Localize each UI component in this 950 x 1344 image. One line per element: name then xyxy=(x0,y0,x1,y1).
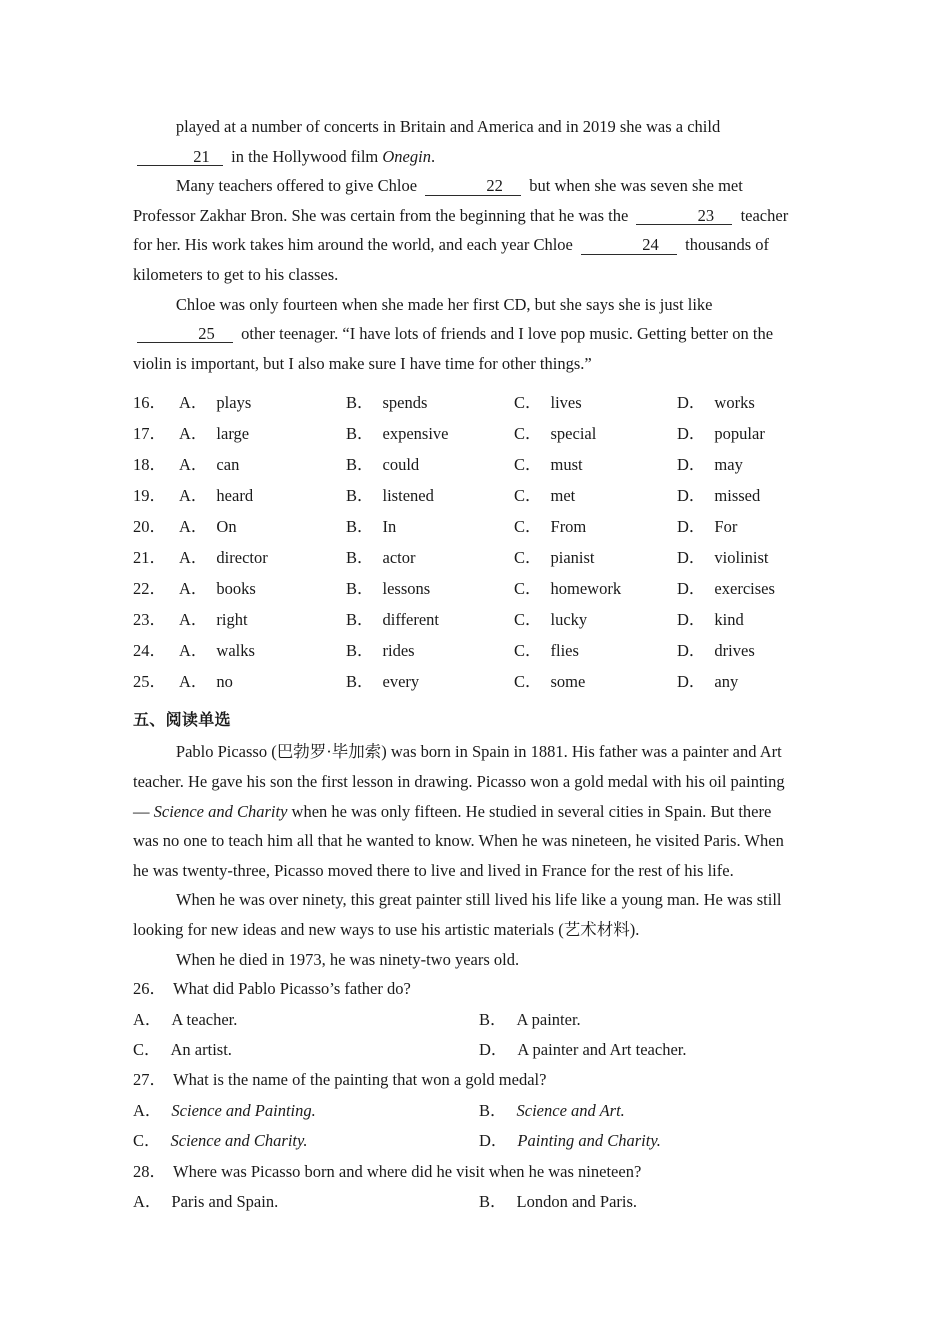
film-title: Onegin xyxy=(382,146,431,166)
option-text: walks xyxy=(216,641,255,661)
option-text: works xyxy=(714,393,755,413)
option-26-c[interactable] xyxy=(133,1035,479,1065)
option-text: Science and Art. xyxy=(516,1100,625,1120)
option-25-c[interactable] xyxy=(514,666,677,697)
option-24-a[interactable] xyxy=(179,635,346,666)
cloze-paragraph-3 xyxy=(133,290,795,379)
option-label: C． xyxy=(514,424,542,444)
cloze-p3-text-after-25: other teenager. “I have lots of friends and I love pop music. Getting better on the violin is important, but I also make sure I have time for other things.” xyxy=(133,324,774,373)
option-text: may xyxy=(714,455,743,475)
option-19-c[interactable] xyxy=(514,480,677,511)
option-text: could xyxy=(382,455,420,475)
option-text: London and Paris. xyxy=(516,1191,638,1211)
option-text: exercises xyxy=(714,579,775,599)
option-text: met xyxy=(550,486,576,506)
option-text: must xyxy=(550,455,583,475)
option-text: Paris and Spain. xyxy=(171,1191,279,1211)
reading-question-27 xyxy=(133,1065,795,1095)
option-26-b[interactable] xyxy=(479,1005,825,1035)
choice-row-20 xyxy=(133,511,795,542)
option-label: C． xyxy=(514,610,542,630)
option-text: director xyxy=(216,548,268,568)
option-text: books xyxy=(216,579,256,599)
question-number-20: 20． xyxy=(133,517,166,537)
option-label: A． xyxy=(133,1009,162,1029)
option-label: C． xyxy=(133,1131,161,1151)
option-label: A． xyxy=(179,424,208,444)
option-label: B． xyxy=(346,579,374,599)
option-label: C． xyxy=(514,548,542,568)
option-label: C． xyxy=(514,393,542,413)
cloze-p1-period: . xyxy=(430,146,436,166)
reading-options-27-row2 xyxy=(133,1126,795,1156)
choice-row-25 xyxy=(133,666,795,697)
option-text: homework xyxy=(550,579,622,599)
option-23-b[interactable] xyxy=(346,604,514,635)
reading-p1-before-title: Pablo Picasso (巴勃罗·毕加索) was born in Spain in 1881. His father was a painter and Art teacher. He gave his son the first lesson in drawing. Picasso won a gold medal with his oil painting xyxy=(133,742,785,791)
cloze-p2-text-after-24: thousands of kilometers to get to his classes. xyxy=(133,235,769,284)
cloze-paragraph-2 xyxy=(133,171,795,289)
reading-paragraph-2: When he was over ninety, this great painter still lived his life like a young man. He was still looking for new ideas and new ways to use his artistic materials (艺术材料). xyxy=(133,890,782,939)
option-label: B． xyxy=(479,1191,507,1211)
option-text: Painting and Charity. xyxy=(517,1131,661,1151)
option-label: B． xyxy=(346,517,374,537)
question-number-28: 28． xyxy=(133,1161,166,1181)
option-28-b[interactable] xyxy=(479,1187,825,1217)
option-label: B． xyxy=(346,548,374,568)
reading-options-26-row2 xyxy=(133,1035,795,1065)
question-number-19: 19． xyxy=(133,486,166,506)
question-number-21: 21． xyxy=(133,548,166,568)
reading-options-28-row1 xyxy=(133,1187,795,1217)
option-text: From xyxy=(550,517,587,537)
option-20-b[interactable] xyxy=(346,511,514,542)
option-text: kind xyxy=(714,610,744,630)
option-18-c[interactable] xyxy=(514,449,677,480)
option-25-b[interactable] xyxy=(346,666,514,697)
section-heading-five: 五、阅读单选 xyxy=(133,710,231,730)
option-text: missed xyxy=(714,486,761,506)
option-label: C． xyxy=(514,672,542,692)
option-24-c[interactable] xyxy=(514,635,677,666)
choice-row-23 xyxy=(133,604,795,635)
option-16-a[interactable] xyxy=(179,387,346,418)
question-text-26: What did Pablo Picasso’s father do? xyxy=(173,979,411,999)
option-21-a[interactable] xyxy=(179,542,346,573)
option-text: An artist. xyxy=(170,1039,232,1059)
cloze-blank-24[interactable]: 24 xyxy=(581,236,677,254)
option-17-b[interactable] xyxy=(346,418,514,449)
option-label: A． xyxy=(179,455,208,475)
option-22-a[interactable] xyxy=(179,573,346,604)
option-label: D． xyxy=(677,393,706,413)
option-text: violinist xyxy=(714,548,769,568)
option-22-c[interactable] xyxy=(514,573,677,604)
option-label: A． xyxy=(179,486,208,506)
option-text: no xyxy=(216,672,233,692)
choice-row-16 xyxy=(133,387,795,418)
option-text: A painter. xyxy=(516,1009,581,1029)
painting-title: Science and Charity xyxy=(153,801,288,821)
option-text: pianist xyxy=(550,548,595,568)
option-text: actor xyxy=(382,548,416,568)
option-16-b[interactable] xyxy=(346,387,514,418)
option-16-d[interactable] xyxy=(677,387,827,418)
option-20-c[interactable] xyxy=(514,511,677,542)
option-label: A． xyxy=(179,579,208,599)
option-26-d[interactable] xyxy=(479,1035,825,1065)
option-text: can xyxy=(216,455,240,475)
option-label: B． xyxy=(346,641,374,661)
question-number-26: 26． xyxy=(133,979,166,999)
option-label: D． xyxy=(479,1131,508,1151)
cloze-p1-after-blank: in the Hollywood film xyxy=(231,146,379,166)
option-19-a[interactable] xyxy=(179,480,346,511)
cloze-blank-21[interactable]: 21 xyxy=(137,148,223,166)
option-label: D． xyxy=(677,610,706,630)
option-label: B． xyxy=(346,393,374,413)
choice-row-22 xyxy=(133,573,795,604)
cloze-p2-text-after-23: teacher for her. His work takes him around the world, and each year Chloe xyxy=(133,205,789,255)
option-label: C． xyxy=(514,517,542,537)
option-label: C． xyxy=(133,1039,161,1059)
option-17-d[interactable] xyxy=(677,418,827,449)
option-label: D． xyxy=(677,455,706,475)
option-label: A． xyxy=(179,393,208,413)
reading-question-28 xyxy=(133,1157,795,1187)
option-22-b[interactable] xyxy=(346,573,514,604)
option-label: B． xyxy=(346,486,374,506)
choice-row-17 xyxy=(133,418,795,449)
option-text: In xyxy=(382,517,397,537)
choice-row-18 xyxy=(133,449,795,480)
option-text: On xyxy=(216,517,237,537)
option-text: some xyxy=(550,672,586,692)
cloze-blank-23[interactable]: 23 xyxy=(636,207,732,225)
option-text: listened xyxy=(382,486,434,506)
option-27-c[interactable] xyxy=(133,1126,479,1156)
cloze-choice-list xyxy=(133,387,795,697)
cloze-p3-text-before-25: Chloe was only fourteen when she made her first CD, but she says she is just like xyxy=(175,294,713,314)
option-text: spends xyxy=(382,393,428,413)
option-label: A． xyxy=(179,610,208,630)
option-label: D． xyxy=(479,1039,508,1059)
cloze-p2-text-after-22: but when she was seven she met Professor Zakhar Bron. She was certain from the beginning that he was the xyxy=(133,176,743,225)
option-label: B． xyxy=(346,672,374,692)
cloze-p2-text-before-22: Many teachers offered to give Chloe xyxy=(175,176,418,196)
choice-row-21 xyxy=(133,542,795,573)
choice-row-19 xyxy=(133,480,795,511)
question-number-25: 25． xyxy=(133,672,166,692)
question-number-23: 23． xyxy=(133,610,166,630)
option-text: every xyxy=(382,672,420,692)
question-number-16: 16． xyxy=(133,393,166,413)
option-text: flies xyxy=(550,641,579,661)
reading-paragraph-1 xyxy=(133,737,795,885)
reading-question-26 xyxy=(133,974,795,1004)
reading-p1-after-title: when he was only fifteen. He studied in several cities in Spain. But there was no one to teach him all that he wanted to know. When he was nineteen, he visited Paris. When he was twenty-three, Picasso moved there to live and lived in France for the rest of his life. xyxy=(133,801,784,880)
option-label: D． xyxy=(677,641,706,661)
option-text: expensive xyxy=(382,424,449,444)
option-22-d[interactable] xyxy=(677,573,827,604)
option-text: heard xyxy=(216,486,254,506)
option-19-b[interactable] xyxy=(346,480,514,511)
option-label: D． xyxy=(677,672,706,692)
option-text: plays xyxy=(216,393,252,413)
option-21-b[interactable] xyxy=(346,542,514,573)
option-26-a[interactable] xyxy=(133,1005,479,1035)
option-18-d[interactable] xyxy=(677,449,827,480)
option-16-c[interactable] xyxy=(514,387,677,418)
option-text: lucky xyxy=(550,610,588,630)
option-label: B． xyxy=(346,424,374,444)
option-17-c[interactable] xyxy=(514,418,677,449)
option-19-d[interactable] xyxy=(677,480,827,511)
option-text: rides xyxy=(382,641,415,661)
option-27-b[interactable] xyxy=(479,1096,825,1126)
option-21-d[interactable] xyxy=(677,542,827,573)
option-23-a[interactable] xyxy=(179,604,346,635)
option-20-a[interactable] xyxy=(179,511,346,542)
option-text: popular xyxy=(714,424,765,444)
reading-paragraph-3: When he died in 1973, he was ninety-two years old. xyxy=(175,949,520,969)
option-text: right xyxy=(216,610,248,630)
option-text: Science and Painting. xyxy=(171,1100,316,1120)
reading-options-26-row1 xyxy=(133,1005,795,1035)
question-text-27: What is the name of the painting that won a gold medal? xyxy=(173,1070,547,1090)
question-number-24: 24． xyxy=(133,641,166,661)
option-label: D． xyxy=(677,486,706,506)
question-text-28: Where was Picasso born and where did he visit when he was nineteen? xyxy=(173,1161,642,1181)
option-text: large xyxy=(216,424,250,444)
option-label: A． xyxy=(179,517,208,537)
option-label: B． xyxy=(346,610,374,630)
option-label: C． xyxy=(514,486,542,506)
option-text: lives xyxy=(550,393,582,413)
option-label: C． xyxy=(514,579,542,599)
question-number-18: 18． xyxy=(133,455,166,475)
option-25-a[interactable] xyxy=(179,666,346,697)
question-number-27: 27． xyxy=(133,1070,166,1090)
option-17-a[interactable] xyxy=(179,418,346,449)
option-label: D． xyxy=(677,517,706,537)
option-label: A． xyxy=(179,641,208,661)
option-27-a[interactable] xyxy=(133,1096,479,1126)
option-text: special xyxy=(550,424,597,444)
option-label: C． xyxy=(514,641,542,661)
option-label: A． xyxy=(179,672,208,692)
option-text: drives xyxy=(714,641,755,661)
cloze-blank-22[interactable]: 22 xyxy=(425,177,521,195)
option-text: A teacher. xyxy=(171,1009,238,1029)
cloze-passage xyxy=(133,112,795,378)
option-label: A． xyxy=(133,1100,162,1120)
em-dash: — xyxy=(133,801,150,821)
question-number-17: 17． xyxy=(133,424,166,444)
option-label: D． xyxy=(677,548,706,568)
option-20-d[interactable] xyxy=(677,511,827,542)
option-27-d[interactable] xyxy=(479,1126,825,1156)
option-text: any xyxy=(714,672,739,692)
option-21-c[interactable] xyxy=(514,542,677,573)
option-text: lessons xyxy=(382,579,431,599)
option-label: D． xyxy=(677,424,706,444)
option-24-d[interactable] xyxy=(677,635,827,666)
cloze-blank-25[interactable]: 25 xyxy=(137,325,233,343)
option-label: C． xyxy=(514,455,542,475)
cloze-paragraph-1 xyxy=(133,112,795,171)
option-23-c[interactable] xyxy=(514,604,677,635)
option-label: D． xyxy=(677,579,706,599)
question-number-22: 22． xyxy=(133,579,166,599)
option-text: For xyxy=(714,517,738,537)
option-18-b[interactable] xyxy=(346,449,514,480)
option-text: Science and Charity. xyxy=(170,1131,308,1151)
option-18-a[interactable] xyxy=(179,449,346,480)
option-text: different xyxy=(382,610,440,630)
option-25-d[interactable] xyxy=(677,666,827,697)
document-body xyxy=(133,112,795,1217)
option-text: A painter and Art teacher. xyxy=(517,1039,687,1059)
option-23-d[interactable] xyxy=(677,604,827,635)
option-label: B． xyxy=(346,455,374,475)
reading-options-27-row1 xyxy=(133,1096,795,1126)
option-label: B． xyxy=(479,1009,507,1029)
reading-passage xyxy=(133,737,795,974)
cloze-p1-line1: played at a number of concerts in Britain and America and in 2019 she was a child xyxy=(175,117,721,136)
choice-row-24 xyxy=(133,635,795,666)
option-label: A． xyxy=(179,548,208,568)
option-24-b[interactable] xyxy=(346,635,514,666)
option-28-a[interactable] xyxy=(133,1187,479,1217)
option-label: B． xyxy=(479,1100,507,1120)
option-label: A． xyxy=(133,1191,162,1211)
